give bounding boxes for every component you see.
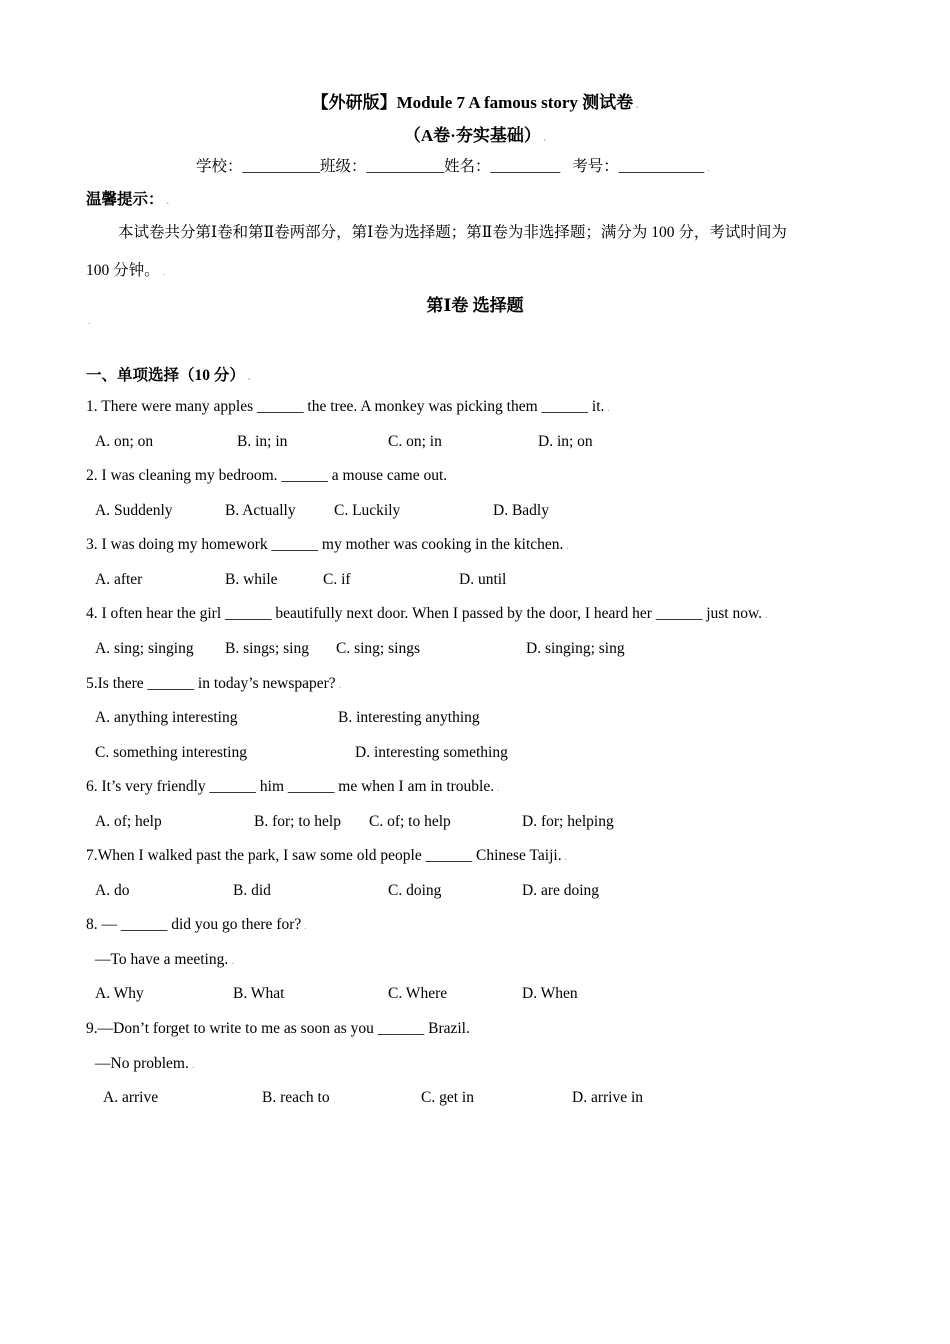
q6-option-c[interactable]: C. of; to help <box>369 813 451 830</box>
document-title: 【外研版】Module 7 A famous story 测试卷 . <box>311 93 639 112</box>
class-blank[interactable]: __________ <box>366 158 445 175</box>
class-label: 班级： <box>320 158 367 175</box>
q7-option-d[interactable]: D. are doing <box>522 882 600 899</box>
tips-line-1: 本试卷共分第Ⅰ卷和第Ⅱ卷两部分，第Ⅰ卷为选择题；第Ⅱ卷为非选择题；满分为 100 分，考试时间为 <box>118 224 787 241</box>
question-2-stem: 2. I was cleaning my bedroom. ______ a mouse came out. <box>86 467 448 484</box>
q3-option-b[interactable]: B. while <box>225 571 278 588</box>
q1-option-d[interactable]: D. in; on <box>538 433 593 450</box>
q8-option-b[interactable]: B. What <box>233 985 285 1002</box>
question-5-stem: 5.Is there ______ in today’s newspaper? . <box>86 675 341 692</box>
q7-option-b[interactable]: B. did <box>233 882 271 899</box>
q5-option-a[interactable]: A. anything interesting <box>95 709 238 726</box>
q5-option-d[interactable]: D. interesting something <box>355 744 508 761</box>
q7-option-c[interactable]: C. doing <box>388 882 442 899</box>
q8-option-d[interactable]: D. When <box>522 985 578 1002</box>
name-blank[interactable]: _________ <box>490 158 561 175</box>
q5-option-c[interactable]: C. something interesting <box>95 744 247 761</box>
q9-option-d[interactable]: D. arrive in <box>572 1089 644 1106</box>
tips-label: 温馨提示： . <box>86 191 169 208</box>
q2-option-c[interactable]: C. Luckily <box>334 502 401 519</box>
q3-option-a[interactable]: A. after <box>95 571 143 588</box>
question-9-stem: 9.—Don’t forget to write to me as soon as you ______ Brazil. <box>86 1020 470 1037</box>
q9-option-b[interactable]: B. reach to <box>262 1089 330 1106</box>
q1-option-c[interactable]: C. on; in <box>388 433 442 450</box>
q5-option-b[interactable]: B. interesting anything <box>338 709 480 726</box>
q1-option-b[interactable]: B. in; in <box>237 433 288 450</box>
question-4-stem: 4. I often hear the girl ______ beautifully next door. When I passed by the door, I heard her ______ just now. . <box>86 605 768 622</box>
q2-option-d[interactable]: D. Badly <box>493 502 549 519</box>
question-1-stem: 1. There were many apples ______ the tree. A monkey was picking them ______ it. . <box>86 398 610 415</box>
question-6-stem: 6. It’s very friendly ______ him ______ me when I am in trouble. . <box>86 778 500 795</box>
q8-option-a[interactable]: A. Why <box>95 985 144 1002</box>
q6-option-b[interactable]: B. for; to help <box>254 813 341 830</box>
question-8-reply: —To have a meeting. . <box>95 951 234 968</box>
q2-option-b[interactable]: B. Actually <box>225 502 296 519</box>
document-subtitle: （A卷·夯实基础） . <box>403 126 547 145</box>
info-fields: 学校：__________班级：__________姓名：_________ 考号：___________ . <box>196 158 710 175</box>
school-label: 学校： <box>196 158 243 175</box>
question-3-stem: 3. I was doing my homework ______ my mother was cooking in the kitchen. . <box>86 536 569 553</box>
q3-option-d[interactable]: D. until <box>459 571 507 588</box>
q3-option-c[interactable]: C. if <box>323 571 351 588</box>
q8-option-c[interactable]: C. Where <box>388 985 448 1002</box>
name-label: 姓名： <box>444 158 491 175</box>
question-7-stem: 7.When I walked past the park, I saw some old people ______ Chinese Taiji. . <box>86 847 567 864</box>
exam-number-blank[interactable]: ___________ <box>618 158 705 175</box>
q7-option-a[interactable]: A. do <box>95 882 130 899</box>
q6-option-d[interactable]: D. for; helping <box>522 813 614 830</box>
part-1-title: 第Ⅰ卷 选择题 <box>426 296 524 315</box>
q9-option-c[interactable]: C. get in <box>421 1089 474 1106</box>
q1-option-a[interactable]: A. on; on <box>95 433 154 450</box>
q4-option-d[interactable]: D. singing; sing <box>526 640 625 657</box>
q4-option-b[interactable]: B. sings; sing <box>225 640 309 657</box>
q4-option-a[interactable]: A. sing; singing <box>95 640 194 657</box>
q4-option-c[interactable]: C. sing; sings <box>336 640 420 657</box>
exam-number-label: 考号： <box>572 158 619 175</box>
question-9-reply: —No problem. . <box>95 1055 195 1072</box>
tips-line-2: 100 分钟。 . <box>86 262 165 279</box>
school-blank[interactable]: __________ <box>242 158 321 175</box>
q6-option-a[interactable]: A. of; help <box>95 813 162 830</box>
section-1-heading: 一、单项选择（10 分） . <box>86 367 251 384</box>
q9-option-a[interactable]: A. arrive <box>103 1089 159 1106</box>
q2-option-a[interactable]: A. Suddenly <box>95 502 173 519</box>
question-8-stem: 8. — ______ did you go there for? . <box>86 916 307 933</box>
paragraph-mark: . <box>88 316 91 326</box>
